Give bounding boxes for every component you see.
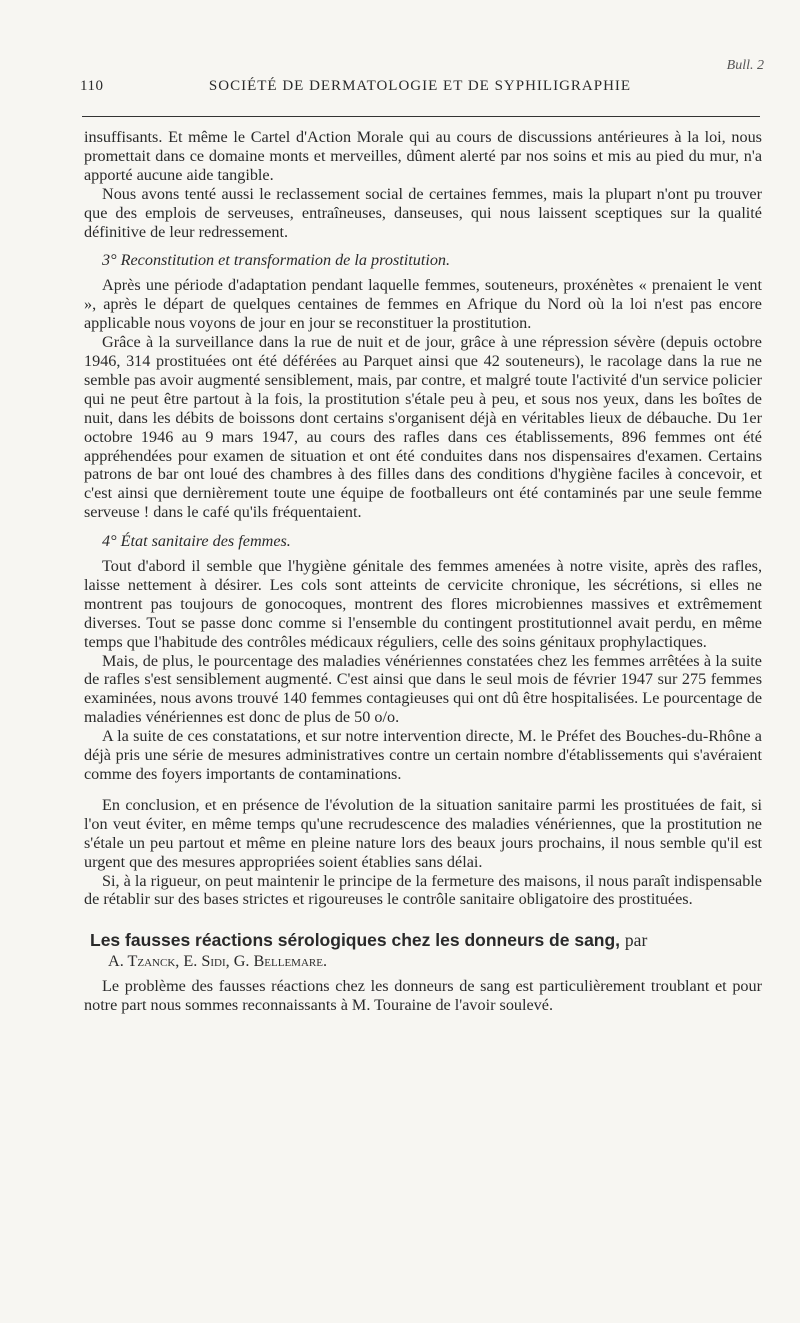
body-text (84, 128, 762, 1015)
article-title-text: Les fausses réactions sérologiques chez les donneurs de sang, (90, 930, 621, 951)
page-annotation: Bull. 2 (726, 58, 764, 73)
article-title (90, 929, 762, 951)
article-authors: A. Tzanck, E. Sidi, G. Bellemare. (108, 952, 327, 971)
section-heading-4: 4° État sanitaire des femmes. (102, 532, 291, 551)
paragraph-continuation: insuffisants. Et même le Cartel d'Action Morale qui au cours de discussions antérieures à la loi, nous promettait dans ce domaine monts et merveilles, dûment alerté par nos soins et mis au pied du mur, n'a apporté aucune aide tangible. (84, 128, 762, 184)
paragraph: Si, à la rigueur, on peut maintenir le principe de la fermeture des maisons, il nous paraît indispensable de rétablir sur des bases strictes et rigoureuses le contrôle sanitaire obligatoire des prostituées. (84, 871, 762, 909)
paragraph: Tout d'abord il semble que l'hygiène génitale des femmes amenées à notre visite, après des rafles, laisse nettement à désirer. Les cols sont atteints de cervicite chronique, les sécrétions, si elles ne montrent pas toujours de gonocoques, montrent des flores microbiennes massives et extrêmement diverses. Tout se passe donc comme si l'ensemble du contingent prostitutionnel avait perdu, en même temps que l'habitude des contrôles médicaux réguliers, celle des soins génitaux prophylactiques. (84, 557, 762, 651)
header-rule (82, 116, 760, 117)
article-intro: Le problème des fausses réactions chez les donneurs de sang est particulièrement troublant et pour notre part nous sommes reconnaissants à M. Touraine de l'avoir soulevé. (84, 977, 762, 1015)
paragraph: Grâce à la surveillance dans la rue de nuit et de jour, grâce à une répression sévère (depuis octobre 1946, 314 prostituées ont été déférées au Parquet ainsi que 42 souteneurs), le racolage dans la rue ne semble pas avoir augmenté sensiblement, mais, par contre, et malgré toute l'activité d'un service policier qui ne peut être partout à la fois, la prostitution s'étale peu à peu, et sous nos yeux, dans les boîtes de nuit, dans les débits de boissons dont certains s'organisent déjà en véritables lieux de débauche. Du 1er octobre 1946 au 9 mars 1947, au cours des rafles dans ces établissements, 896 femmes ont été appréhendées pour examen de situation et ont été conduites dans nos dispensaires d'examen. Certains patrons de bar ont loué des chambres à des filles dans des conditions d'hygiène faciles à concevoir, et c'est ainsi que dernièrement toute une équipe de footballeurs ont été contaminés par une seule femme serveuse ! dans le café qu'ils fréquentaient. (84, 333, 762, 522)
page-number: 110 (80, 78, 104, 94)
paragraph: Après une période d'adaptation pendant laquelle femmes, souteneurs, proxénètes « prenaient le vent », après le départ de quelques centaines de femmes en Afrique du Nord où la loi n'est pas encore applicable nous voyons de jour en jour se reconstituer la prostitution. (84, 276, 762, 333)
paragraph: A la suite de ces constatations, et sur notre intervention directe, M. le Préfet des Bouches-du-Rhône a déjà pris une série de mesures administratives contre un certain nombre d'établissements qui s'avéraient comme des foyers importants de contaminations. (84, 727, 762, 783)
section-heading-3: 3° Reconstitution et transformation de la prostitution. (102, 251, 451, 270)
running-title: SOCIÉTÉ DE DERMATOLOGIE ET DE SYPHILIGRAPHIE (208, 78, 632, 94)
page-header (80, 78, 760, 102)
paragraph: Mais, de plus, le pourcentage des maladies vénériennes constatées chez les femmes arrêtées à la suite de rafles s'est sensiblement augmenté. C'est ainsi que dans le seul mois de février 1947 sur 275 femmes examinées, nous avons trouvé 140 femmes contagieuses qui ont dû être hospitalisées. Le pourcentage de maladies vénériennes est donc de plus de 50 o/o. (84, 651, 762, 727)
paragraph: Nous avons tenté aussi le reclassement social de certaines femmes, mais la plupart n'ont pu trouver que des emplois de serveuses, entraîneuses, danseuses, qui nous laissent sceptiques sur la qualité définitive de leur redressement. (84, 184, 762, 241)
paragraph-conclusion: En conclusion, et en présence de l'évolution de la situation sanitaire parmi les prostituées de fait, si l'on veut éviter, en même temps qu'une recrudescence des maladies vénériennes, que la prostitution ne s'étale un peu partout et même en pleine nature lors des beaux jours prochains, il nous semble qu'il est urgent que des mesures appropriées soient établies sans délai. (84, 795, 762, 871)
article-title-by: par (624, 930, 648, 951)
